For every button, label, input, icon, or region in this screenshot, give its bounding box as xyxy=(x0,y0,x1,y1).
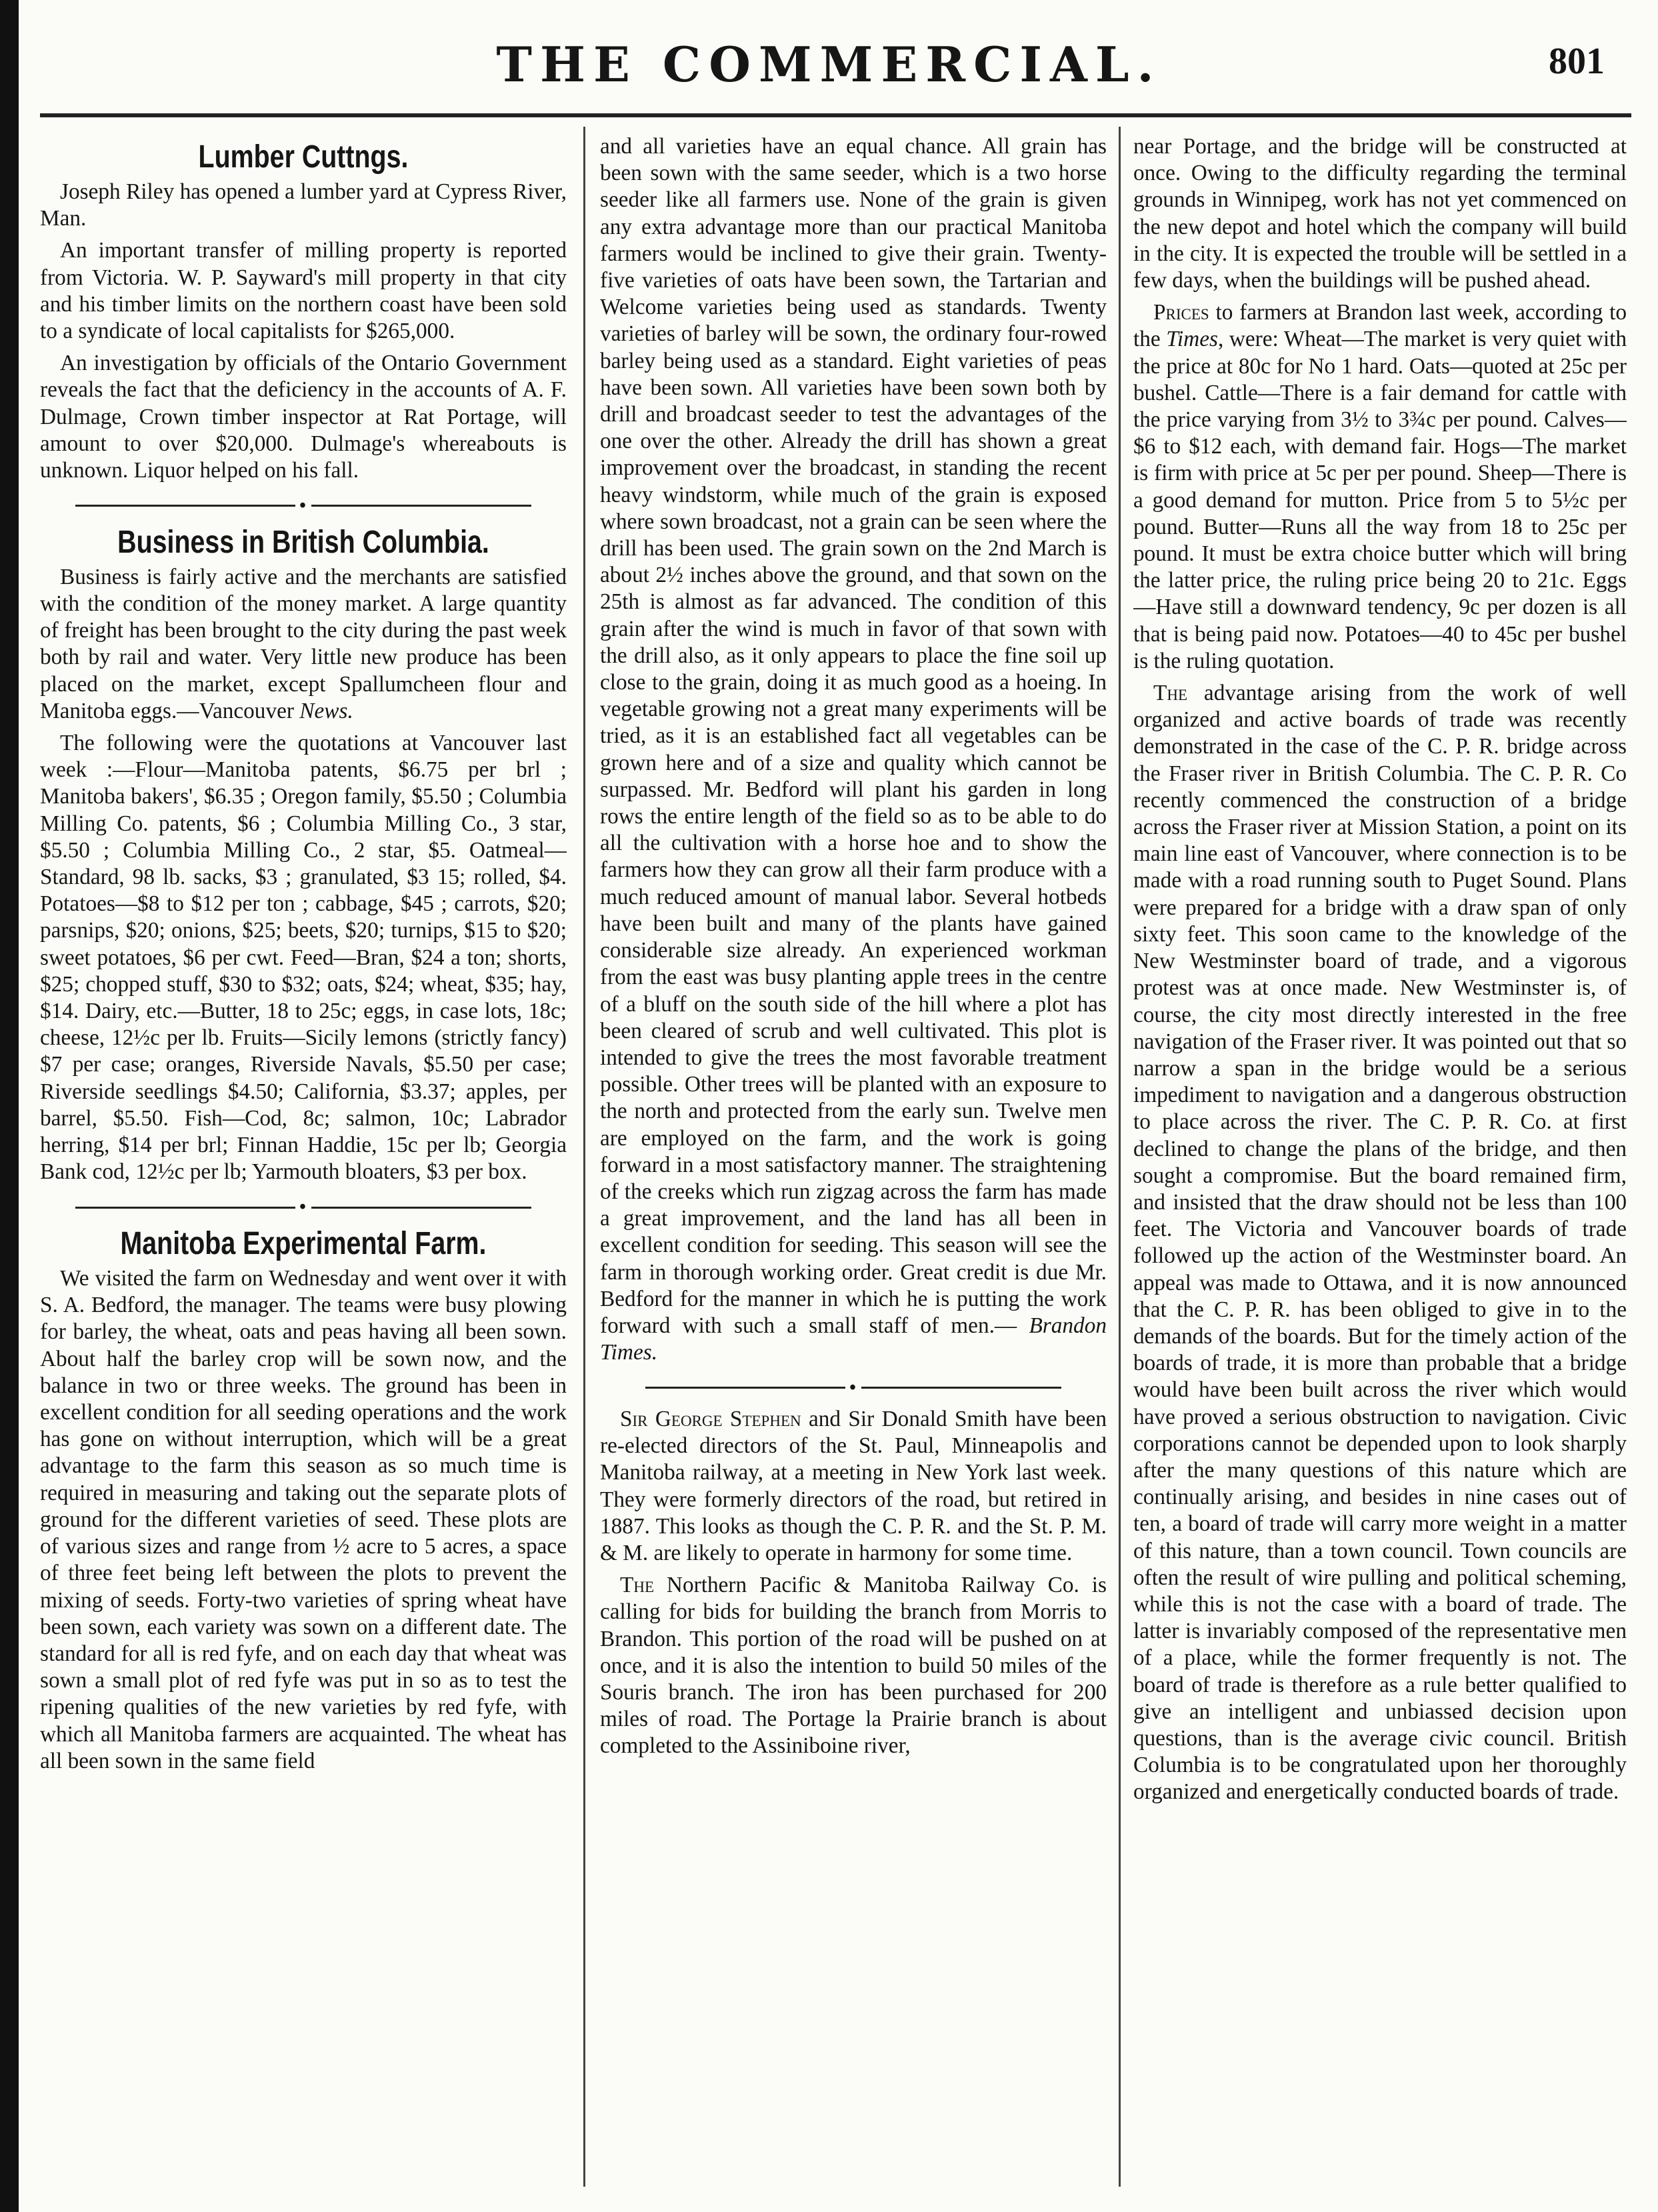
page-number: 801 xyxy=(1549,41,1605,82)
section-separator: • xyxy=(600,1375,1107,1399)
article-paragraph: The advantage arising from the work of well organized and active boards of trade was recently demonstrated in the case of the C. P. R. bridge across the Fraser river in British Columbia. The C. P. R. Co recently commenced the construction of a bridge across the Fraser river at Mission Station, a point on its main line east of Vancouver, where connection is to be made with a road running south to Puget Sound. Plans were prepared for a bridge with a draw span of only sixty feet. This soon came to the knowledge of the New Westminster board of trade, and a vigorous protest was at once made. New Westminster is, of course, the city most directly interested in the free navigation of the Fraser river. It was pointed out that so narrow a span in the bridge would be a serious impediment to navigation and a dangerous obstruction to place across the river. The C. P. R. Co. at first declined to change the plans of the bridge, and then sought a compromise. But the board remained firm, and insisted that the draw should not be less than 100 feet. The Victoria and Vancouver boards of trade followed up the action of the Westminster board. An appeal was made to Ottawa, and it is now announced that the C. P. R. has been obliged to give in to the demands of the boards. But for the timely action of the boards of trade, it is more than probable that a bridge would have been built across the river which would have proved a serious obstruction to navigation. Civic corporations cannot be depended upon to look sharply after the many questions of this nature which are continually arising, and besides in nine cases out of ten, a board of trade will carry more weight in a matter of this nature, than a town council. Town councils are often the result of wire pulling and political scheming, while this is not the case with a board of trade. The latter is invariably composed of the representative men of a place, while the former frequently is not. The board of trade is therefore as a rule better qualified to give an intelligent and unbiassed decision upon questions, than is the average civic council. British Columbia is to be congratulated upon her thoroughly organized and energetically conducted boards of trade. xyxy=(1133,681,1627,1805)
article-paragraph: Joseph Riley has opened a lumber yard at Cypress River, Man. xyxy=(40,179,567,231)
page-header xyxy=(40,36,1618,109)
column-1 xyxy=(40,133,567,2180)
column-rule xyxy=(1119,127,1121,2187)
article-paragraph: near Portage, and the bridge will be constructed at once. Owing to the difficulty regarding the terminal grounds in Winnipeg, work has not yet commenced on the new depot and hotel which the company will build in the city. It is expected the trouble will be settled in a few days, when the buildings will be pushed ahead. xyxy=(1133,134,1627,293)
headline-experimental-farm: Manitoba Experimental Farm. xyxy=(120,1226,487,1262)
source-credit: News. xyxy=(299,698,353,723)
article-paragraph: and all varieties have an equal chance. All grain has been sown with the same seeder, which is a two horse seeder like all farmers use. None of the grain is given any extra advantage more than our practical Manitoba farmers would be inclined to give their grain. Twenty-five varieties of oats have been sown, the Tartarian and Welcome varieties being used as standards. Twenty varieties of barley will be sown, the ordinary four-rowed barley being used as a standard. Eight varieties of peas have been sown. All varieties have been sown both by drill and broadcast seeder to test the advantages of the one over the other. Already the drill has shown a great improvement over the broadcast, in standing the recent heavy windstorm, while much of the grain is exposed where sown broadcast, not a grain can be seen where the drill has been used. The grain sown on the 2nd March is about 2½ inches above the ground, and that sown on the 25th is almost as far advanced. The condition of this grain after the wind is much in favor of that sown with the drill also, as it only appears to place the fine soil up close to the grain, doing it as much good as a hoeing. In vegetable growing not a great many experiments will be tried, as it is an established fact all vegetables can be grown here and of a size and quality which cannot be surpassed. Mr. Bedford will plant his garden in long rows the entire length of the field so as to be able to do all the cultivation with a horse hoe and to show the farmers how they can grow all their farm produce with a much reduced amount of manual labor. Several hotbeds have been built and many of the plants have gained considerable size already. An experienced workman from the east was busy planting apple trees in the centre of a bluff on the south side of the hill where a plot has been cleared of scrub and well cultivated. This plot is intended to give the trees the most favorable treatment possible. Other trees will be planted with an exposure to the north and protected from the early sun. Twelve men are employed on the farm, and the work is going forward in a most satisfactory manner. The straightening of the creeks which run zigzag across the farm has made a great improvement, and the land has all been in excellent condition for seeding. This season will see the farm in thorough working order. Great credit is due Mr. Bedford for the manner in which he is putting the work forward with such a small staff of men.— Brandon Times. xyxy=(600,134,1107,1365)
column-3 xyxy=(1133,133,1627,2180)
headline-business-british-columbia: Business in British Columbia. xyxy=(117,524,489,560)
article-paragraph: We visited the farm on Wednesday and went over it with S. A. Bedford, the manager. The teams were busy plowing for barley, the wheat, oats and peas having all been sown. About half the barley crop will be sown now, and the balance in two or three weeks. The ground has been in excellent condition for all seeding operations and the work has gone on without interruption, which will be a great advantage to the farm this season as so much time is required in measuring and taking out the separate plots of ground for the different varieties of seed. These plots are of various sizes and range from ½ acre to 5 acres, a space of three feet being left between the plots to prevent the mixing of seeds. Forty-two varieties of spring wheat have been sown, each variety was sown on a different date. The standard for all is red fyfe, and on each day that wheat was sown a small plot of red fyfe was put in so as to test the ripening qualities of the new varieties by red fyfe, with which all Manitoba farmers are acquainted. The wheat has all been sown in the same field xyxy=(40,1266,567,1773)
article-paragraph: The Northern Pacific & Manitoba Railway Co. is calling for bids for building the branch from Morris to Brandon. This portion of the road will be pushed on at once, and it is also the intention to build 50 miles of the Souris branch. The iron has been purchased for 200 miles of road. The Portage la Prairie branch is about completed to the Assiniboine river, xyxy=(600,1573,1107,1759)
article-paragraph: Prices to farmers at Brandon last week, according to the Times, were: Wheat—The market is very quiet with the price at 80c for No 1 hard. Oats—quoted at 25c per bushel. Cattle—There is a fair demand for cattle with the price varying from 3½ to 3¾c per pound. Calves—$6 to $12 each, with demand fair. Hogs—The market is firm with price at 5c per per pound. Sheep—There is a good demand for mutton. Price from 5 to 5½c per pound. Butter—Runs all the way from 18 to 25c per pound. It must be extra choice butter which will bring the latter price, the ruling price being 20 to 21c. Eggs—Have still a downward tendency, 9c per dozen is all that is being paid now. Potatoes—40 to 45c per bushel is the ruling quotation. xyxy=(1133,300,1627,673)
header-rule xyxy=(40,113,1631,117)
column-2 xyxy=(600,133,1107,2180)
article-paragraph: Sir George Stephen and Sir Donald Smith have been re-elected directors of the St. Paul, Minneapolis and Manitoba railway, at a meeting in New York last week. They were formerly directors of the road, but retired in 1887. This looks as though the C. P. R. and the St. P. M. & M. are likely to operate in harmony for some time. xyxy=(600,1406,1107,1565)
article-paragraph: An investigation by officials of the Ontario Government reveals the fact that the deficiency in the accounts of A. F. Dulmage, Crown timber inspector at Rat Portage, will amount to over $20,000. Dulmage's whereabouts is unknown. Liquor helped on his fall. xyxy=(40,351,567,483)
column-rule xyxy=(583,127,585,2187)
masthead: THE COMMERCIAL. xyxy=(496,36,1162,93)
section-separator: • xyxy=(40,493,567,517)
quotations-paragraph: The following were the quotations at Vancouver last week :—Flour—Manitoba patents, $6.75 per brl ; Manitoba bakers', $6.35 ; Oregon family, $5.50 ; Columbia Milling Co. patents, $6 ; Columbia Milling Co., 3 star, $5.50 ; Columbia Milling Co., 2 star, $5. Oatmeal—Standard, 98 lb. sacks, $3 ; granulated, $3 15; rolled, $4. Potatoes—$8 to $12 per ton ; cabbage, $45 ; carrots, $20; parsnips, $20; onions, $25; beets, $20; turnips, $15 to $20; sweet potatoes, $6 per cwt. Feed—Bran, $24 a ton; shorts, $25; chopped stuff, $30 to $32; oats, $24; wheat, $35; hay, $14. Dairy, etc.—Butter, 18 to 25c; eggs, in case lots, 18c; cheese, 12½c per lb. Fruits—Sicily lemons (strictly fancy) $7 per case; oranges, Riverside Navals, $5.50 per case; Riverside seedlings $4.50; California, $3.37; apples, per barrel, $5.50. Fish—Cod, 8c; salmon, 10c; Labrador herring, $14 per brl; Finnan Haddie, 15c per lb; Georgia Bank cod, 12½c per lb; Yarmouth bloaters, $3 per box. xyxy=(40,731,567,1185)
section-separator: • xyxy=(40,1195,567,1219)
article-paragraph: An important transfer of milling property is reported from Victoria. W. P. Sayward's mill property in that city and his timber limits on the northern coast have been sold to a syndicate of local capitalists for $265,000. xyxy=(40,238,567,344)
headline-lumber-cuttings: Lumber Cuttngs. xyxy=(198,139,409,175)
page-edge-bar xyxy=(0,0,19,2212)
article-paragraph: Business is fairly active and the merchants are satisfied with the condition of the money market. A large quantity of freight has been brought to the city during the past week both by rail and water. Very little new produce has been placed on the market, except Spallumcheen flour and Manitoba eggs.—Vancouver News. xyxy=(40,564,567,723)
source-credit: Brandon Times. xyxy=(600,1313,1107,1365)
